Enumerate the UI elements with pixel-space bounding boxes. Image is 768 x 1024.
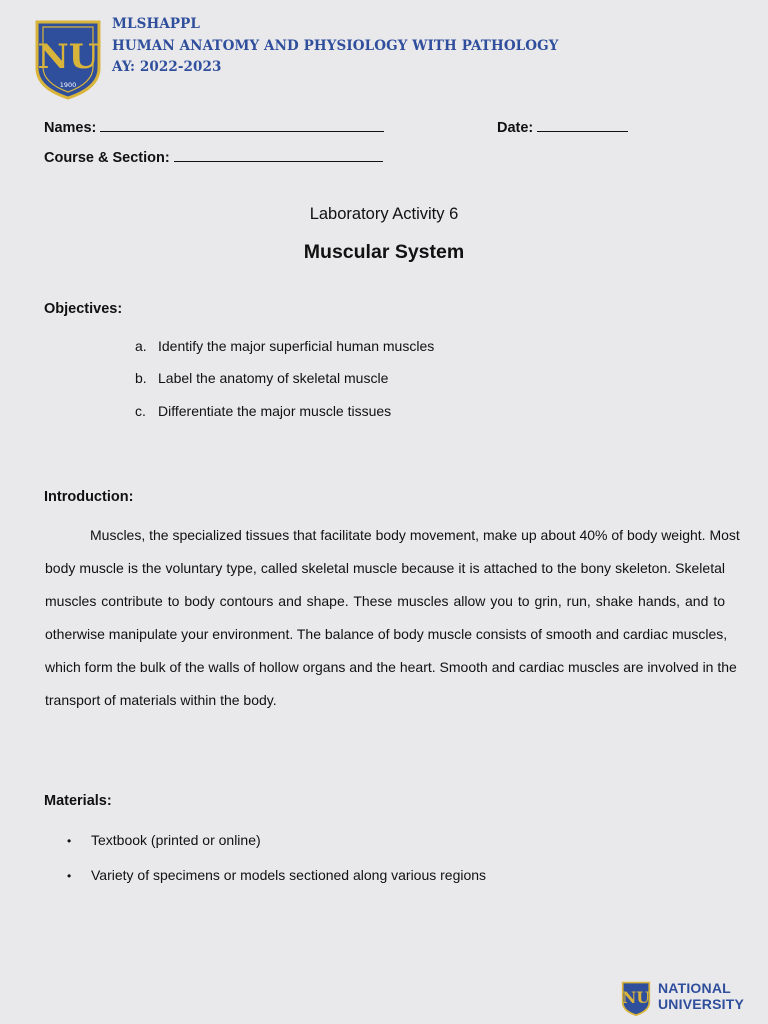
- university-seal-icon: [33, 16, 103, 100]
- material-text: Textbook (printed or online): [91, 832, 261, 848]
- course-section-label: Course & Section:: [44, 150, 170, 166]
- paragraph-line: body muscle is the voluntary type, called skeletal muscle because it is attached to the bony skeleton. Skeletal: [45, 560, 725, 576]
- objectives-heading: Objectives:: [44, 301, 123, 317]
- bullet-icon: •: [67, 869, 72, 883]
- course-title: HUMAN ANATOMY AND PHYSIOLOGY WITH PATHOLOGY: [112, 37, 559, 54]
- objective-text: Identify the major superficial human muscles: [158, 338, 435, 354]
- objective-item: [135, 370, 388, 386]
- paragraph-line: muscles contribute to body contours and shape. These muscles allow you to grin, run, shake hands, and to: [45, 593, 725, 609]
- footer-seal-monogram: NU: [622, 989, 650, 1008]
- paragraph-line: otherwise manipulate your environment. The balance of body muscle consists of smooth and cardiac muscles,: [45, 626, 728, 642]
- introduction-paragraph: [45, 519, 740, 717]
- paragraph-line: Muscles, the specialized tissues that facilitate body movement, make up about 40% of body weight. Most: [90, 527, 740, 543]
- academic-year: AY: 2022-2023: [112, 59, 222, 75]
- university-logo-icon: [621, 979, 651, 1017]
- objective-item: [135, 338, 434, 354]
- course-header: [112, 14, 559, 79]
- material-item: [67, 867, 486, 883]
- course-code: MLSHAPPL: [112, 16, 201, 32]
- names-label: Names:: [44, 120, 97, 136]
- page-title: Muscular System: [303, 241, 465, 263]
- course-section-field: [44, 147, 383, 166]
- objective-item: [135, 403, 391, 419]
- footer-brand-line2: UNIVERSITY: [658, 995, 745, 1012]
- objective-marker: b.: [135, 370, 147, 386]
- activity-title: Laboratory Activity 6: [309, 205, 459, 223]
- material-text: Variety of specimens or models sectioned along various regions: [91, 867, 487, 883]
- date-blank[interactable]: [537, 117, 628, 132]
- objective-marker: a.: [135, 338, 147, 354]
- objective-text: Label the anatomy of skeletal muscle: [158, 370, 389, 386]
- seal-year: 1900: [59, 81, 77, 89]
- objective-marker: c.: [135, 403, 146, 419]
- introduction-heading: Introduction:: [44, 489, 134, 505]
- seal-monogram: NU: [37, 37, 99, 77]
- names-blank[interactable]: [100, 117, 384, 132]
- paragraph-line: transport of materials within the body.: [45, 692, 277, 708]
- date-label: Date:: [497, 120, 534, 136]
- paragraph-line: which form the bulk of the walls of hollow organs and the heart. Smooth and cardiac muscles are involved in the: [45, 659, 737, 675]
- materials-heading: Materials:: [44, 793, 112, 809]
- material-item: [67, 832, 261, 848]
- course-section-blank[interactable]: [174, 147, 383, 162]
- names-field: [44, 117, 384, 136]
- footer-brand: [658, 981, 744, 1012]
- bullet-icon: •: [67, 834, 72, 848]
- date-field: [497, 117, 628, 136]
- objective-text: Differentiate the major muscle tissues: [158, 403, 392, 419]
- footer-brand-line1: NATIONAL: [658, 980, 731, 996]
